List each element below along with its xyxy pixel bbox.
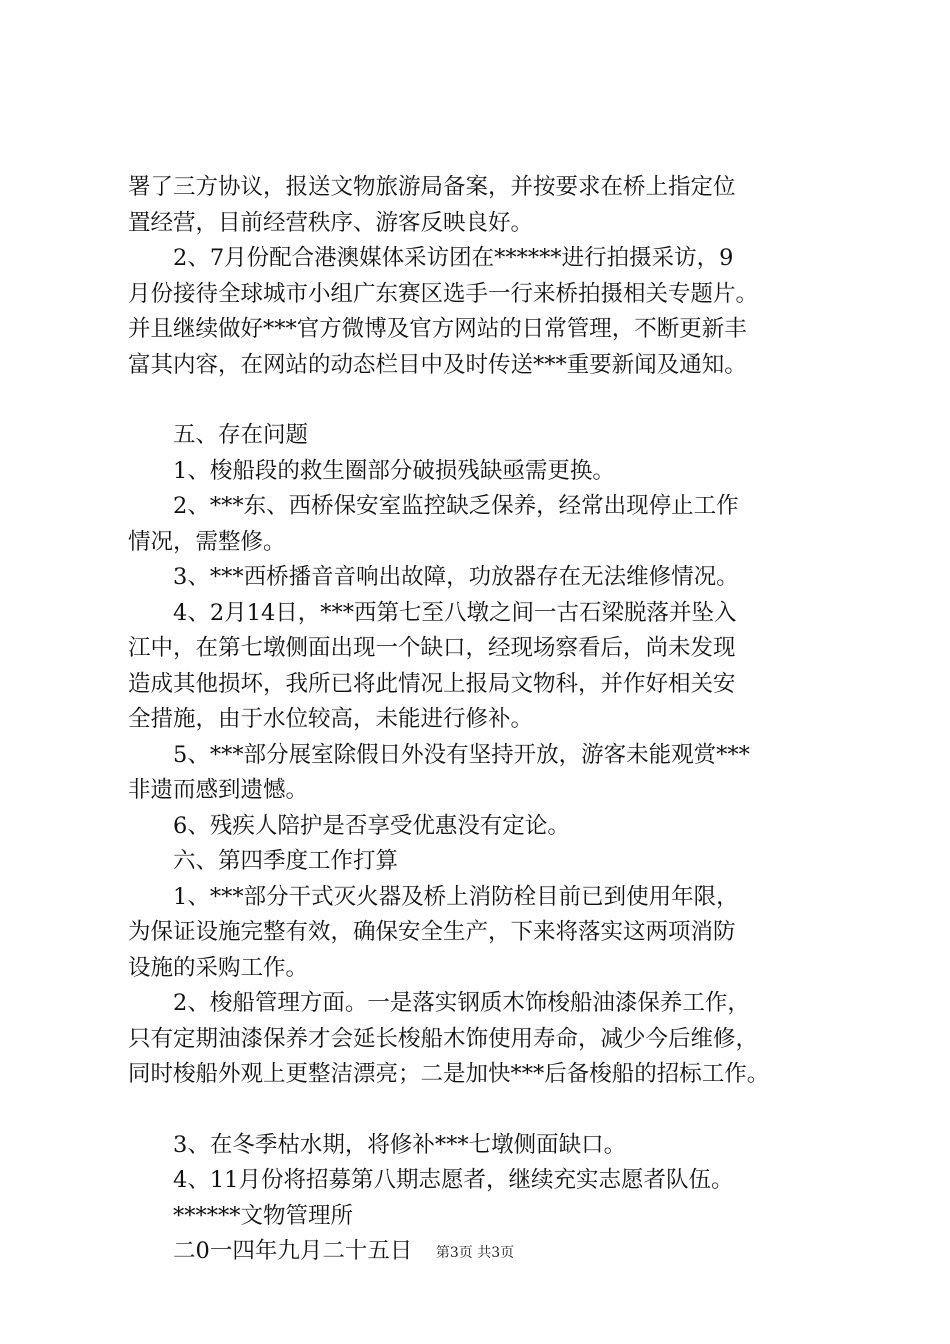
page-footer: 第3页 共3页 [435,1245,515,1261]
body-line: 2、7月份配合港澳媒体采访团在******进行拍摄采访，9 [128,245,734,271]
body-line: 6、残疾人陪护是否享受优惠没有定论。 [128,812,570,839]
body-line: 4、11月份将招募第八期志愿者，继续充实志愿者队伍。 [128,1167,734,1193]
body-line: 情况，需整修。 [128,528,286,555]
body-line: 并且继续做好***官方微博及官方网站的日常管理，不断更新丰 [128,316,747,342]
body-line: 富其内容，在网站的动态栏目中及时传送***重要新闻及通知。 [128,351,747,378]
body-line: 3、***西桥播音音响出故障，功放器存在无法维修情况。 [128,564,739,590]
body-line: 非遗而感到遗憾。 [128,777,309,803]
body-line: 为保证设施完整有效，确保安全生产，下来将落实这两项消防 [128,919,736,945]
body-line: 1、梭船段的救生圈部分破损残缺亟需更换。 [128,457,615,484]
body-line: 同时梭船外观上更整洁漂亮；二是加快***后备梭船的招标工作。 [128,1061,770,1087]
paragraph-gap [128,383,828,418]
section-heading-problems: 五、存在问题 [128,422,309,448]
body-line: 造成其他损坏，我所已将此情况上报局文物科，并作好相关安 [128,670,736,697]
body-line: 2、***东、西桥保安室监控缺乏保养，经常出现停止工作 [128,493,739,519]
body-line: 只有定期油漆保养才会延长梭船木饰使用寿命，减少今后维修， [128,1025,759,1052]
body-line: 月份接待全球城市小组广东赛区选手一行来桥拍摄相关专题片。 [128,280,759,307]
signature-organization: ******文物管理所 [128,1202,354,1229]
body-line: 置经营，目前经营秩序、游客反映良好。 [128,209,534,236]
body-line: 江中，在第七墩侧面出现一个缺口，经现场察看后，尚未发现 [128,635,736,661]
paragraph-gap [128,1093,828,1128]
body-line: 4、2月14日，***西第七至八墩之间一古石梁脱落并坠入 [128,599,737,626]
document-body [128,170,828,1270]
body-line: 全措施，由于水位较高，未能进行修补。 [128,706,534,732]
section-heading-q4-plan: 六、第四季度工作打算 [128,848,399,874]
body-line: 3、在冬季枯水期，将修补***七墩侧面缺口。 [128,1131,627,1158]
body-line: 2、梭船管理方面。一是落实钢质木饰梭船油漆保养工作， [128,990,750,1016]
body-line: 1、***部分干式灭火器及桥上消防栓目前已到使用年限， [128,883,739,910]
body-line: 5、***部分展室除假日外没有坚持开放，游客未能观赏*** [128,741,750,768]
body-line: 设施的采购工作。 [128,954,309,981]
signature-date: 二0一四年九月二十五日 [128,1238,413,1264]
body-line: 署了三方协议，报送文物旅游局备案，并按要求在桥上指定位 [128,174,736,200]
